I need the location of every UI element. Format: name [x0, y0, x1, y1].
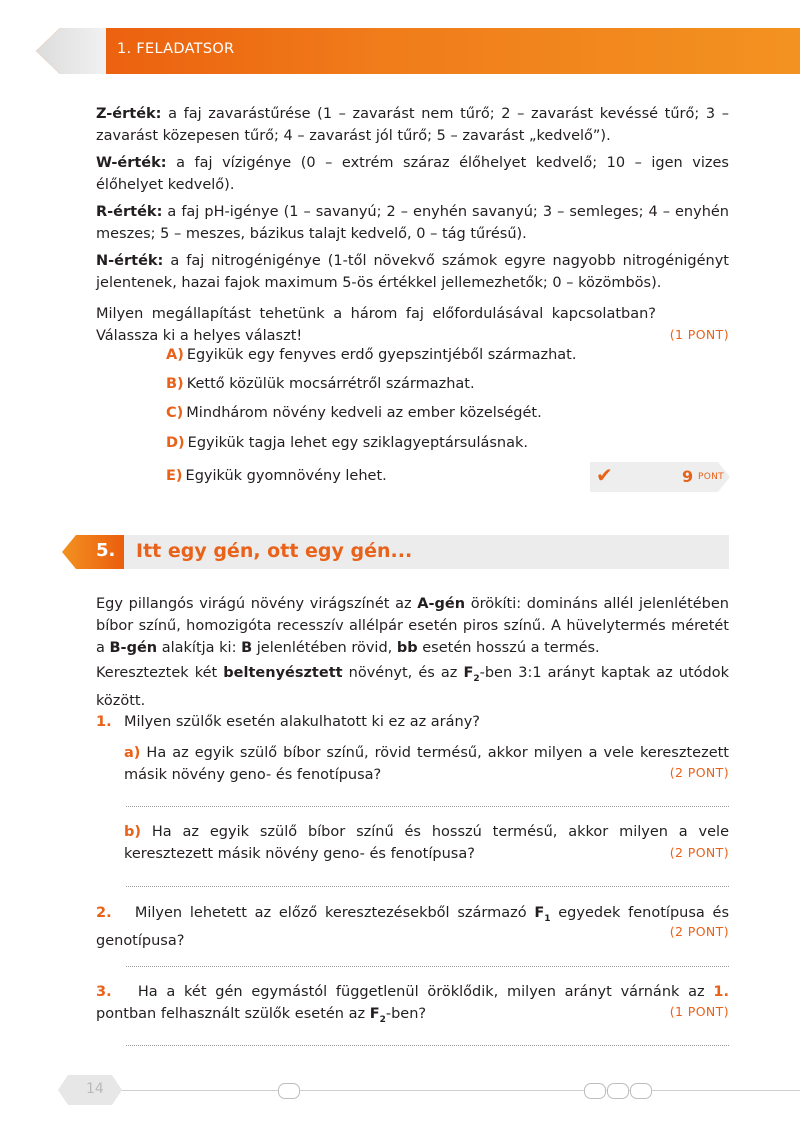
q1-number: 1.	[96, 714, 112, 730]
footer-ornament-icon	[630, 1083, 652, 1099]
points-label: (1 PONT)	[669, 327, 729, 342]
option-c[interactable]: C) Mindhárom növény kedveli az ember közelségét.	[166, 405, 542, 421]
answer-line-q2[interactable]	[126, 966, 729, 967]
score-unit: PONT	[698, 472, 724, 482]
def-z: Z-érték: a faj zavarástűrése (1 – zavarást nem tűrő; 2 – zavarást kevéssé tűrő; 3 – zavarást közepesen tűrő; 4 – zavarást jól tűrő; 5 – zavarást „kedvelő”).	[96, 106, 729, 144]
q3-text: 3. Ha a két gén egymástól függetlenül öröklődik, milyen arányt várnánk az 1. pontban felhasznált szülők esetén az $F_2$-ben?	[96, 984, 730, 1025]
q1b-points: (2 PONT)	[669, 845, 729, 860]
footer-line	[120, 1090, 800, 1091]
section-number: 5.	[96, 540, 116, 561]
score-value: 9	[682, 467, 694, 486]
answer-line-q1a[interactable]	[126, 806, 729, 807]
q2-points: (2 PONT)	[669, 924, 729, 939]
intro-paragraph-2: Kereszteztek két beltenyésztett növényt, és az $F_2$-ben 3:1 arányt kaptak az utódok között.	[96, 665, 729, 709]
footer-ornament-icon	[278, 1083, 300, 1099]
checkmark-icon: ✔	[596, 463, 613, 487]
q1b-text: b) Ha az egyik szülő bíbor színű és hosszú termésű, akkor milyen a vele keresztezett másik növény geno- és fenotípusa?	[124, 824, 729, 862]
intro-paragraph-1: Egy pillangós virágú növény virágszínét az A-gén örökíti: domináns allél jelenlétében bíbor színű, homozigóta recesszív allélpár esetén piros színű. A hüvelytermés méretét a B-gén alakítja ki: B jelenlétében rövid, bb esetén hosszú a termés.	[96, 596, 729, 656]
answer-line-q3[interactable]	[126, 1045, 729, 1046]
footer-ornament-icon	[584, 1083, 606, 1099]
section-number-tab	[62, 535, 128, 569]
chapter-title: 1. FELADATSOR	[117, 41, 235, 57]
footer-ornament-icon	[607, 1083, 629, 1099]
option-b[interactable]: B) Kettő közülük mocsárrétről származhat.	[166, 376, 475, 392]
option-e[interactable]: E) Egyikük gyomnövény lehet.	[166, 468, 387, 484]
q3-points: (1 PONT)	[669, 1004, 729, 1019]
answer-line-q1b[interactable]	[126, 886, 729, 887]
q2-text: 2. Milyen lehetett az előző keresztezésekből származó $F_1$ egyedek fenotípusa és genotípusa?	[96, 905, 729, 949]
question-text: Milyen megállapítást tehetünk a három faj előfordulásával kapcsolatban? Válassza ki a helyes választ!	[96, 306, 656, 344]
option-a[interactable]: A) Egyikük egy fenyves erdő gyepszintjéből származhat.	[166, 347, 577, 363]
section-title: Itt egy gén, ott egy gén...	[136, 540, 413, 562]
def-r: R-érték: a faj pH-igénye (1 – savanyú; 2 – enyhén savanyú; 3 – semleges; 4 – enyhén meszes; 5 – meszes, bázikus talajt kedvelő, 0 – tág tűrésű).	[96, 204, 729, 242]
page-number: 14	[86, 1081, 104, 1097]
option-d[interactable]: D) Egyikük tagja lehet egy sziklagyeptársulásnak.	[166, 435, 529, 451]
q1a-text: a) Ha az egyik szülő bíbor színű, rövid termésű, akkor milyen a vele keresztezett másik növény geno- és fenotípusa?	[124, 745, 729, 783]
q1a-points: (2 PONT)	[669, 765, 729, 780]
q1-text: Milyen szülők esetén alakulhatott ki ez az arány?	[124, 714, 480, 730]
def-w: W-érték: a faj vízigénye (0 – extrém száraz élőhelyet kedvelő; 10 – igen vizes élőhelyet kedvelő).	[96, 155, 729, 193]
def-n: N-érték: a faj nitrogénigénye (1-től növekvő számok egyre nagyobb nitrogénigényt jelentenek, hazai fajok maximum 5-ös értékkel jellemezhetők; 0 – közömbös).	[96, 253, 729, 291]
